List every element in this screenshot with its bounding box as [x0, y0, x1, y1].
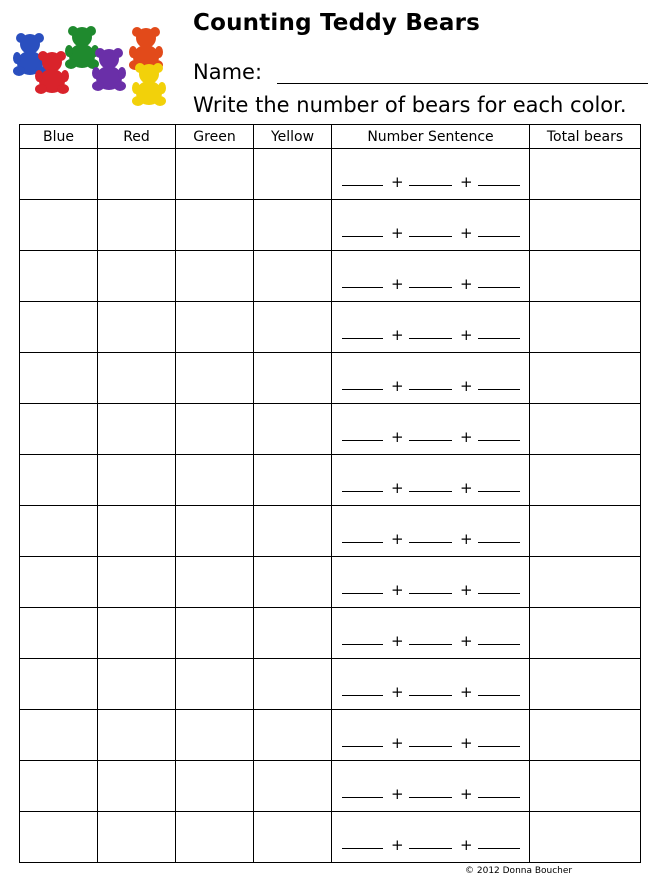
- answer-blank[interactable]: [478, 389, 520, 390]
- plus-sign: +: [391, 377, 404, 395]
- answer-blank[interactable]: [478, 695, 520, 696]
- red-count-cell[interactable]: [98, 404, 176, 455]
- table-row: [20, 659, 641, 710]
- total-bears-cell[interactable]: [530, 302, 641, 353]
- plus-sign: +: [460, 479, 473, 497]
- green-count-cell[interactable]: [176, 200, 254, 251]
- blue-count-cell[interactable]: [20, 710, 98, 761]
- col-header-number-sentence: Number Sentence: [332, 125, 530, 149]
- blue-count-cell[interactable]: [20, 353, 98, 404]
- plus-sign: +: [391, 836, 404, 854]
- answer-blank[interactable]: [409, 746, 452, 747]
- number-sentence-cell[interactable]: [332, 302, 530, 353]
- table-row: [20, 455, 641, 506]
- name-label: Name:: [193, 60, 263, 84]
- purple-bear-icon: [92, 48, 126, 91]
- red-count-cell[interactable]: [98, 200, 176, 251]
- number-sentence-cell[interactable]: [332, 149, 530, 200]
- plus-sign: +: [391, 734, 404, 752]
- plus-sign: +: [391, 428, 404, 446]
- table-row: [20, 302, 641, 353]
- green-count-cell[interactable]: [176, 761, 254, 812]
- total-bears-cell[interactable]: [530, 200, 641, 251]
- answer-blank[interactable]: [409, 185, 452, 186]
- teddy-bears-icon: [8, 22, 178, 112]
- green-count-cell[interactable]: [176, 149, 254, 200]
- plus-sign: +: [391, 173, 404, 191]
- table-row: [20, 761, 641, 812]
- answer-blank[interactable]: [478, 287, 520, 288]
- answer-blank[interactable]: [409, 389, 452, 390]
- yellow-count-cell[interactable]: [254, 149, 332, 200]
- blue-count-cell[interactable]: [20, 608, 98, 659]
- answer-blank[interactable]: [409, 797, 452, 798]
- plus-sign: +: [460, 326, 473, 344]
- col-header-green: Green: [176, 125, 254, 149]
- green-bear-icon: [65, 26, 99, 69]
- answer-blank[interactable]: [342, 695, 383, 696]
- answer-blank[interactable]: [342, 389, 383, 390]
- answer-blank[interactable]: [342, 848, 383, 849]
- plus-sign: +: [391, 275, 404, 293]
- plus-sign: +: [460, 734, 473, 752]
- plus-sign: +: [391, 785, 404, 803]
- answer-blank[interactable]: [409, 593, 452, 594]
- green-count-cell[interactable]: [176, 455, 254, 506]
- copyright: © 2012 Donna Boucher: [465, 866, 573, 876]
- worksheet-title: Counting Teddy Bears: [193, 10, 480, 36]
- plus-sign: +: [460, 428, 473, 446]
- answer-blank[interactable]: [409, 338, 452, 339]
- green-count-cell[interactable]: [176, 710, 254, 761]
- green-count-cell[interactable]: [176, 608, 254, 659]
- plus-sign: +: [460, 275, 473, 293]
- col-header-red: Red: [98, 125, 176, 149]
- total-bears-cell[interactable]: [530, 149, 641, 200]
- total-bears-cell[interactable]: [530, 251, 641, 302]
- answer-blank[interactable]: [342, 287, 383, 288]
- answer-blank[interactable]: [409, 236, 452, 237]
- answer-blank[interactable]: [409, 848, 452, 849]
- plus-sign: +: [391, 581, 404, 599]
- red-count-cell[interactable]: [98, 608, 176, 659]
- total-bears-cell[interactable]: [530, 608, 641, 659]
- yellow-count-cell[interactable]: [254, 353, 332, 404]
- yellow-count-cell[interactable]: [254, 506, 332, 557]
- red-count-cell[interactable]: [98, 149, 176, 200]
- yellow-count-cell[interactable]: [254, 761, 332, 812]
- plus-sign: +: [391, 479, 404, 497]
- table-row: [20, 608, 641, 659]
- total-bears-cell[interactable]: [530, 812, 641, 863]
- answer-blank[interactable]: [409, 695, 452, 696]
- number-sentence-cell[interactable]: [332, 761, 530, 812]
- table-row: [20, 710, 641, 761]
- answer-blank[interactable]: [478, 542, 520, 543]
- blue-count-cell[interactable]: [20, 761, 98, 812]
- plus-sign: +: [460, 632, 473, 650]
- answer-blank[interactable]: [342, 746, 383, 747]
- blue-count-cell[interactable]: [20, 659, 98, 710]
- answer-blank[interactable]: [478, 236, 520, 237]
- answer-blank[interactable]: [342, 440, 383, 441]
- blue-count-cell[interactable]: [20, 149, 98, 200]
- number-sentence-cell[interactable]: [332, 200, 530, 251]
- red-count-cell[interactable]: [98, 659, 176, 710]
- green-count-cell[interactable]: [176, 251, 254, 302]
- green-count-cell[interactable]: [176, 506, 254, 557]
- blue-count-cell[interactable]: [20, 200, 98, 251]
- answer-blank[interactable]: [478, 593, 520, 594]
- table-row: [20, 149, 641, 200]
- green-count-cell[interactable]: [176, 812, 254, 863]
- blue-count-cell[interactable]: [20, 557, 98, 608]
- yellow-count-cell[interactable]: [254, 200, 332, 251]
- red-count-cell[interactable]: [98, 506, 176, 557]
- answer-blank[interactable]: [342, 491, 383, 492]
- blue-count-cell[interactable]: [20, 506, 98, 557]
- answer-blank[interactable]: [409, 542, 452, 543]
- blue-count-cell[interactable]: [20, 455, 98, 506]
- answer-blank[interactable]: [478, 644, 520, 645]
- table-row: [20, 251, 641, 302]
- plus-sign: +: [391, 224, 404, 242]
- col-header-total-bears: Total bears: [530, 125, 641, 149]
- green-count-cell[interactable]: [176, 557, 254, 608]
- answer-blank[interactable]: [478, 185, 520, 186]
- plus-sign: +: [391, 683, 404, 701]
- table-row: [20, 404, 641, 455]
- plus-sign: +: [460, 173, 473, 191]
- red-count-cell[interactable]: [98, 812, 176, 863]
- name-write-line[interactable]: [277, 83, 648, 84]
- yellow-bear-icon: [132, 63, 166, 106]
- answer-blank[interactable]: [342, 542, 383, 543]
- answer-blank[interactable]: [478, 491, 520, 492]
- blue-count-cell[interactable]: [20, 302, 98, 353]
- answer-blank[interactable]: [478, 746, 520, 747]
- green-count-cell[interactable]: [176, 302, 254, 353]
- blue-count-cell[interactable]: [20, 404, 98, 455]
- number-sentence-cell[interactable]: [332, 506, 530, 557]
- answer-blank[interactable]: [478, 440, 520, 441]
- yellow-count-cell[interactable]: [254, 710, 332, 761]
- green-count-cell[interactable]: [176, 659, 254, 710]
- answer-blank[interactable]: [342, 236, 383, 237]
- number-sentence-cell[interactable]: [332, 404, 530, 455]
- red-count-cell[interactable]: [98, 761, 176, 812]
- answer-blank[interactable]: [409, 491, 452, 492]
- answer-blank[interactable]: [478, 797, 520, 798]
- answer-blank[interactable]: [409, 287, 452, 288]
- header-row: [20, 125, 641, 149]
- total-bears-cell[interactable]: [530, 455, 641, 506]
- red-count-cell[interactable]: [98, 710, 176, 761]
- plus-sign: +: [391, 632, 404, 650]
- red-count-cell[interactable]: [98, 302, 176, 353]
- plus-sign: +: [460, 785, 473, 803]
- answer-blank[interactable]: [342, 593, 383, 594]
- number-sentence-cell[interactable]: [332, 710, 530, 761]
- plus-sign: +: [460, 581, 473, 599]
- total-bears-cell[interactable]: [530, 404, 641, 455]
- instructions: Write the number of bears for each color.: [193, 93, 627, 117]
- green-count-cell[interactable]: [176, 404, 254, 455]
- plus-sign: +: [460, 836, 473, 854]
- red-bear-icon: [35, 51, 69, 94]
- number-sentence-cell[interactable]: [332, 812, 530, 863]
- col-header-yellow: Yellow: [254, 125, 332, 149]
- col-header-blue: Blue: [20, 125, 98, 149]
- plus-sign: +: [391, 326, 404, 344]
- answer-blank[interactable]: [409, 644, 452, 645]
- number-sentence-cell[interactable]: [332, 251, 530, 302]
- red-count-cell[interactable]: [98, 251, 176, 302]
- answer-blank[interactable]: [342, 338, 383, 339]
- total-bears-cell[interactable]: [530, 353, 641, 404]
- blue-count-cell[interactable]: [20, 251, 98, 302]
- counting-table: [19, 124, 641, 863]
- table-row: [20, 353, 641, 404]
- plus-sign: +: [460, 224, 473, 242]
- blue-count-cell[interactable]: [20, 812, 98, 863]
- yellow-count-cell[interactable]: [254, 404, 332, 455]
- table-row: [20, 200, 641, 251]
- red-count-cell[interactable]: [98, 557, 176, 608]
- plus-sign: +: [460, 683, 473, 701]
- red-count-cell[interactable]: [98, 455, 176, 506]
- number-sentence-cell[interactable]: [332, 557, 530, 608]
- number-sentence-cell[interactable]: [332, 608, 530, 659]
- number-sentence-cell[interactable]: [332, 353, 530, 404]
- plus-sign: +: [460, 377, 473, 395]
- total-bears-cell[interactable]: [530, 761, 641, 812]
- yellow-count-cell[interactable]: [254, 659, 332, 710]
- total-bears-cell[interactable]: [530, 710, 641, 761]
- number-sentence-cell[interactable]: [332, 659, 530, 710]
- yellow-count-cell[interactable]: [254, 608, 332, 659]
- plus-sign: +: [460, 530, 473, 548]
- red-count-cell[interactable]: [98, 353, 176, 404]
- green-count-cell[interactable]: [176, 353, 254, 404]
- yellow-count-cell[interactable]: [254, 251, 332, 302]
- answer-blank[interactable]: [342, 644, 383, 645]
- answer-blank[interactable]: [478, 338, 520, 339]
- yellow-count-cell[interactable]: [254, 302, 332, 353]
- total-bears-cell[interactable]: [530, 506, 641, 557]
- answer-blank[interactable]: [409, 440, 452, 441]
- total-bears-cell[interactable]: [530, 659, 641, 710]
- total-bears-cell[interactable]: [530, 557, 641, 608]
- table-row: [20, 557, 641, 608]
- answer-blank[interactable]: [342, 797, 383, 798]
- yellow-count-cell[interactable]: [254, 812, 332, 863]
- answer-blank[interactable]: [478, 848, 520, 849]
- yellow-count-cell[interactable]: [254, 557, 332, 608]
- answer-blank[interactable]: [342, 185, 383, 186]
- plus-sign: +: [391, 530, 404, 548]
- table-row: [20, 812, 641, 863]
- table-row: [20, 506, 641, 557]
- name-field[interactable]: [193, 58, 648, 86]
- number-sentence-cell[interactable]: [332, 455, 530, 506]
- yellow-count-cell[interactable]: [254, 455, 332, 506]
